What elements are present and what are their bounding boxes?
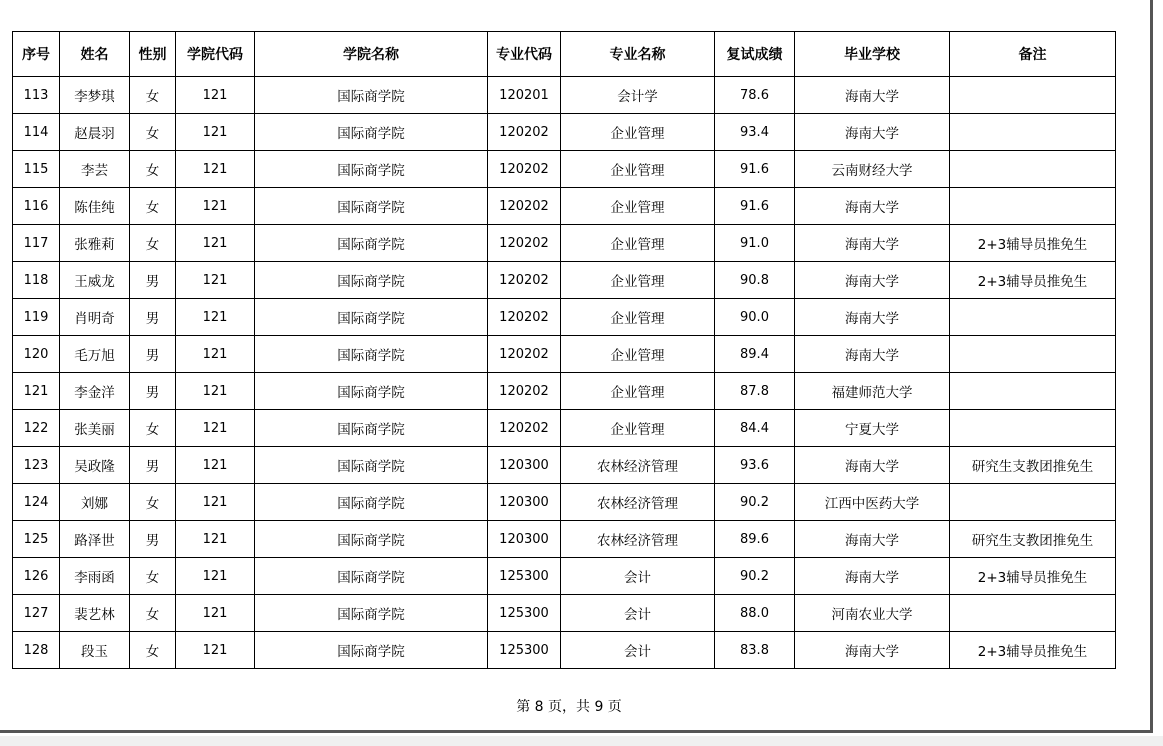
table-row xyxy=(13,77,1116,114)
cell-remark xyxy=(950,299,1116,336)
cell-major-name: 企业管理 xyxy=(561,188,715,225)
cell-major-name: 企业管理 xyxy=(561,225,715,262)
cell-college-code: 121 xyxy=(176,225,255,262)
cell-college-code: 121 xyxy=(176,188,255,225)
cell-gender: 女 xyxy=(130,484,176,521)
cell-name: 王威龙 xyxy=(60,262,130,299)
cell-score: 93.6 xyxy=(715,447,795,484)
cell-score: 91.6 xyxy=(715,151,795,188)
cell-name: 刘娜 xyxy=(60,484,130,521)
cell-seq: 125 xyxy=(13,521,60,558)
cell-seq: 120 xyxy=(13,336,60,373)
cell-seq: 121 xyxy=(13,373,60,410)
table-row xyxy=(13,299,1116,336)
table-row xyxy=(13,447,1116,484)
cell-remark: 2+3辅导员推免生 xyxy=(950,632,1116,669)
cell-school: 海南大学 xyxy=(795,77,950,114)
cell-remark: 2+3辅导员推免生 xyxy=(950,225,1116,262)
cell-name: 肖明奇 xyxy=(60,299,130,336)
cell-college-name: 国际商学院 xyxy=(255,114,488,151)
cell-major-code: 120202 xyxy=(488,373,561,410)
cell-school: 河南农业大学 xyxy=(795,595,950,632)
cell-gender: 男 xyxy=(130,373,176,410)
header-remark: 备注 xyxy=(950,32,1116,77)
cell-major-code: 120202 xyxy=(488,151,561,188)
cell-remark xyxy=(950,77,1116,114)
cell-name: 李雨函 xyxy=(60,558,130,595)
table-row xyxy=(13,262,1116,299)
header-college-name: 学院名称 xyxy=(255,32,488,77)
cell-school: 江西中医药大学 xyxy=(795,484,950,521)
cell-school: 海南大学 xyxy=(795,632,950,669)
cell-score: 89.6 xyxy=(715,521,795,558)
cell-gender: 女 xyxy=(130,632,176,669)
cell-major-name: 企业管理 xyxy=(561,336,715,373)
cell-college-name: 国际商学院 xyxy=(255,77,488,114)
table-row xyxy=(13,225,1116,262)
cell-score: 90.8 xyxy=(715,262,795,299)
cell-seq: 123 xyxy=(13,447,60,484)
cell-remark: 研究生支教团推免生 xyxy=(950,521,1116,558)
cell-college-code: 121 xyxy=(176,410,255,447)
cell-gender: 男 xyxy=(130,447,176,484)
cell-major-code: 120202 xyxy=(488,299,561,336)
cell-college-name: 国际商学院 xyxy=(255,151,488,188)
cell-seq: 113 xyxy=(13,77,60,114)
cell-gender: 女 xyxy=(130,558,176,595)
table-body xyxy=(13,77,1116,669)
cell-school: 海南大学 xyxy=(795,114,950,151)
cell-score: 90.2 xyxy=(715,558,795,595)
cell-college-code: 121 xyxy=(176,299,255,336)
cell-college-code: 121 xyxy=(176,373,255,410)
cell-college-code: 121 xyxy=(176,521,255,558)
cell-college-code: 121 xyxy=(176,447,255,484)
cell-gender: 男 xyxy=(130,299,176,336)
cell-name: 路泽世 xyxy=(60,521,130,558)
cell-college-name: 国际商学院 xyxy=(255,188,488,225)
cell-college-code: 121 xyxy=(176,336,255,373)
header-gender: 性别 xyxy=(130,32,176,77)
cell-name: 段玉 xyxy=(60,632,130,669)
cell-seq: 122 xyxy=(13,410,60,447)
header-college-code: 学院代码 xyxy=(176,32,255,77)
cell-school: 宁夏大学 xyxy=(795,410,950,447)
header-major-name: 专业名称 xyxy=(561,32,715,77)
table-row xyxy=(13,595,1116,632)
cell-college-code: 121 xyxy=(176,262,255,299)
cell-major-name: 企业管理 xyxy=(561,262,715,299)
cell-name: 裴艺林 xyxy=(60,595,130,632)
cell-gender: 男 xyxy=(130,336,176,373)
cell-school: 海南大学 xyxy=(795,262,950,299)
cell-major-code: 120202 xyxy=(488,188,561,225)
cell-major-code: 120300 xyxy=(488,521,561,558)
cell-college-code: 121 xyxy=(176,595,255,632)
cell-gender: 女 xyxy=(130,188,176,225)
table-row xyxy=(13,151,1116,188)
cell-seq: 126 xyxy=(13,558,60,595)
cell-remark xyxy=(950,151,1116,188)
header-name: 姓名 xyxy=(60,32,130,77)
cell-school: 海南大学 xyxy=(795,447,950,484)
cell-major-code: 120202 xyxy=(488,336,561,373)
cell-score: 90.2 xyxy=(715,484,795,521)
page-number-footer: 第 8 页，共 9 页 xyxy=(516,699,622,715)
cell-remark xyxy=(950,484,1116,521)
cell-school: 海南大学 xyxy=(795,558,950,595)
cell-college-name: 国际商学院 xyxy=(255,410,488,447)
cell-seq: 124 xyxy=(13,484,60,521)
admission-table xyxy=(12,31,1116,669)
cell-major-code: 120202 xyxy=(488,225,561,262)
cell-major-name: 企业管理 xyxy=(561,373,715,410)
cell-college-code: 121 xyxy=(176,484,255,521)
cell-major-name: 企业管理 xyxy=(561,410,715,447)
cell-college-name: 国际商学院 xyxy=(255,632,488,669)
cell-major-name: 会计学 xyxy=(561,77,715,114)
cell-remark xyxy=(950,114,1116,151)
cell-score: 88.0 xyxy=(715,595,795,632)
cell-college-name: 国际商学院 xyxy=(255,336,488,373)
cell-major-name: 企业管理 xyxy=(561,151,715,188)
cell-college-name: 国际商学院 xyxy=(255,595,488,632)
cell-score: 91.6 xyxy=(715,188,795,225)
cell-gender: 女 xyxy=(130,77,176,114)
cell-score: 87.8 xyxy=(715,373,795,410)
header-score: 复试成绩 xyxy=(715,32,795,77)
cell-remark xyxy=(950,373,1116,410)
cell-major-name: 企业管理 xyxy=(561,299,715,336)
cell-remark xyxy=(950,595,1116,632)
header-seq: 序号 xyxy=(13,32,60,77)
cell-major-code: 120201 xyxy=(488,77,561,114)
cell-college-name: 国际商学院 xyxy=(255,447,488,484)
cell-major-code: 120202 xyxy=(488,410,561,447)
cell-college-code: 121 xyxy=(176,558,255,595)
cell-major-code: 125300 xyxy=(488,558,561,595)
cell-college-code: 121 xyxy=(176,151,255,188)
cell-college-name: 国际商学院 xyxy=(255,373,488,410)
cell-college-code: 121 xyxy=(176,114,255,151)
cell-major-code: 120300 xyxy=(488,447,561,484)
cell-name: 吴政隆 xyxy=(60,447,130,484)
cell-name: 张美丽 xyxy=(60,410,130,447)
cell-score: 83.8 xyxy=(715,632,795,669)
cell-major-code: 120202 xyxy=(488,262,561,299)
table-row xyxy=(13,373,1116,410)
cell-college-name: 国际商学院 xyxy=(255,558,488,595)
cell-college-name: 国际商学院 xyxy=(255,225,488,262)
cell-name: 李芸 xyxy=(60,151,130,188)
cell-seq: 118 xyxy=(13,262,60,299)
cell-gender: 女 xyxy=(130,114,176,151)
cell-gender: 女 xyxy=(130,410,176,447)
cell-seq: 114 xyxy=(13,114,60,151)
table-row xyxy=(13,632,1116,669)
cell-school: 海南大学 xyxy=(795,225,950,262)
cell-remark xyxy=(950,336,1116,373)
cell-score: 84.4 xyxy=(715,410,795,447)
table-row xyxy=(13,336,1116,373)
cell-major-code: 125300 xyxy=(488,595,561,632)
header-school: 毕业学校 xyxy=(795,32,950,77)
cell-major-code: 120300 xyxy=(488,484,561,521)
cell-college-name: 国际商学院 xyxy=(255,262,488,299)
cell-seq: 128 xyxy=(13,632,60,669)
cell-major-name: 农林经济管理 xyxy=(561,521,715,558)
cell-name: 陈佳纯 xyxy=(60,188,130,225)
cell-seq: 116 xyxy=(13,188,60,225)
cell-remark: 2+3辅导员推免生 xyxy=(950,558,1116,595)
cell-school: 福建师范大学 xyxy=(795,373,950,410)
cell-college-name: 国际商学院 xyxy=(255,484,488,521)
header-major-code: 专业代码 xyxy=(488,32,561,77)
cell-score: 93.4 xyxy=(715,114,795,151)
cell-name: 张雅莉 xyxy=(60,225,130,262)
cell-remark: 2+3辅导员推免生 xyxy=(950,262,1116,299)
cell-gender: 男 xyxy=(130,521,176,558)
cell-school: 海南大学 xyxy=(795,336,950,373)
cell-gender: 女 xyxy=(130,595,176,632)
cell-school: 云南财经大学 xyxy=(795,151,950,188)
page-bottom-margin xyxy=(0,736,1163,746)
cell-name: 赵晨羽 xyxy=(60,114,130,151)
cell-seq: 115 xyxy=(13,151,60,188)
cell-score: 89.4 xyxy=(715,336,795,373)
cell-college-code: 121 xyxy=(176,632,255,669)
cell-name: 李梦琪 xyxy=(60,77,130,114)
cell-seq: 127 xyxy=(13,595,60,632)
cell-seq: 117 xyxy=(13,225,60,262)
cell-college-name: 国际商学院 xyxy=(255,299,488,336)
cell-school: 海南大学 xyxy=(795,188,950,225)
cell-major-name: 企业管理 xyxy=(561,114,715,151)
cell-college-code: 121 xyxy=(176,77,255,114)
cell-remark xyxy=(950,410,1116,447)
cell-major-name: 农林经济管理 xyxy=(561,484,715,521)
cell-school: 海南大学 xyxy=(795,521,950,558)
cell-major-name: 农林经济管理 xyxy=(561,447,715,484)
table-row xyxy=(13,558,1116,595)
cell-major-code: 125300 xyxy=(488,632,561,669)
table-row xyxy=(13,521,1116,558)
cell-major-name: 会计 xyxy=(561,558,715,595)
cell-gender: 女 xyxy=(130,225,176,262)
table-row xyxy=(13,114,1116,151)
cell-gender: 男 xyxy=(130,262,176,299)
cell-score: 78.6 xyxy=(715,77,795,114)
cell-remark xyxy=(950,188,1116,225)
table-row xyxy=(13,188,1116,225)
cell-score: 91.0 xyxy=(715,225,795,262)
cell-seq: 119 xyxy=(13,299,60,336)
cell-college-name: 国际商学院 xyxy=(255,521,488,558)
table-row xyxy=(13,484,1116,521)
cell-remark: 研究生支教团推免生 xyxy=(950,447,1116,484)
cell-major-code: 120202 xyxy=(488,114,561,151)
cell-name: 毛万旭 xyxy=(60,336,130,373)
cell-gender: 女 xyxy=(130,151,176,188)
cell-score: 90.0 xyxy=(715,299,795,336)
table-row xyxy=(13,410,1116,447)
cell-major-name: 会计 xyxy=(561,595,715,632)
cell-school: 海南大学 xyxy=(795,299,950,336)
cell-name: 李金洋 xyxy=(60,373,130,410)
table-header-row xyxy=(13,32,1116,77)
cell-major-name: 会计 xyxy=(561,632,715,669)
